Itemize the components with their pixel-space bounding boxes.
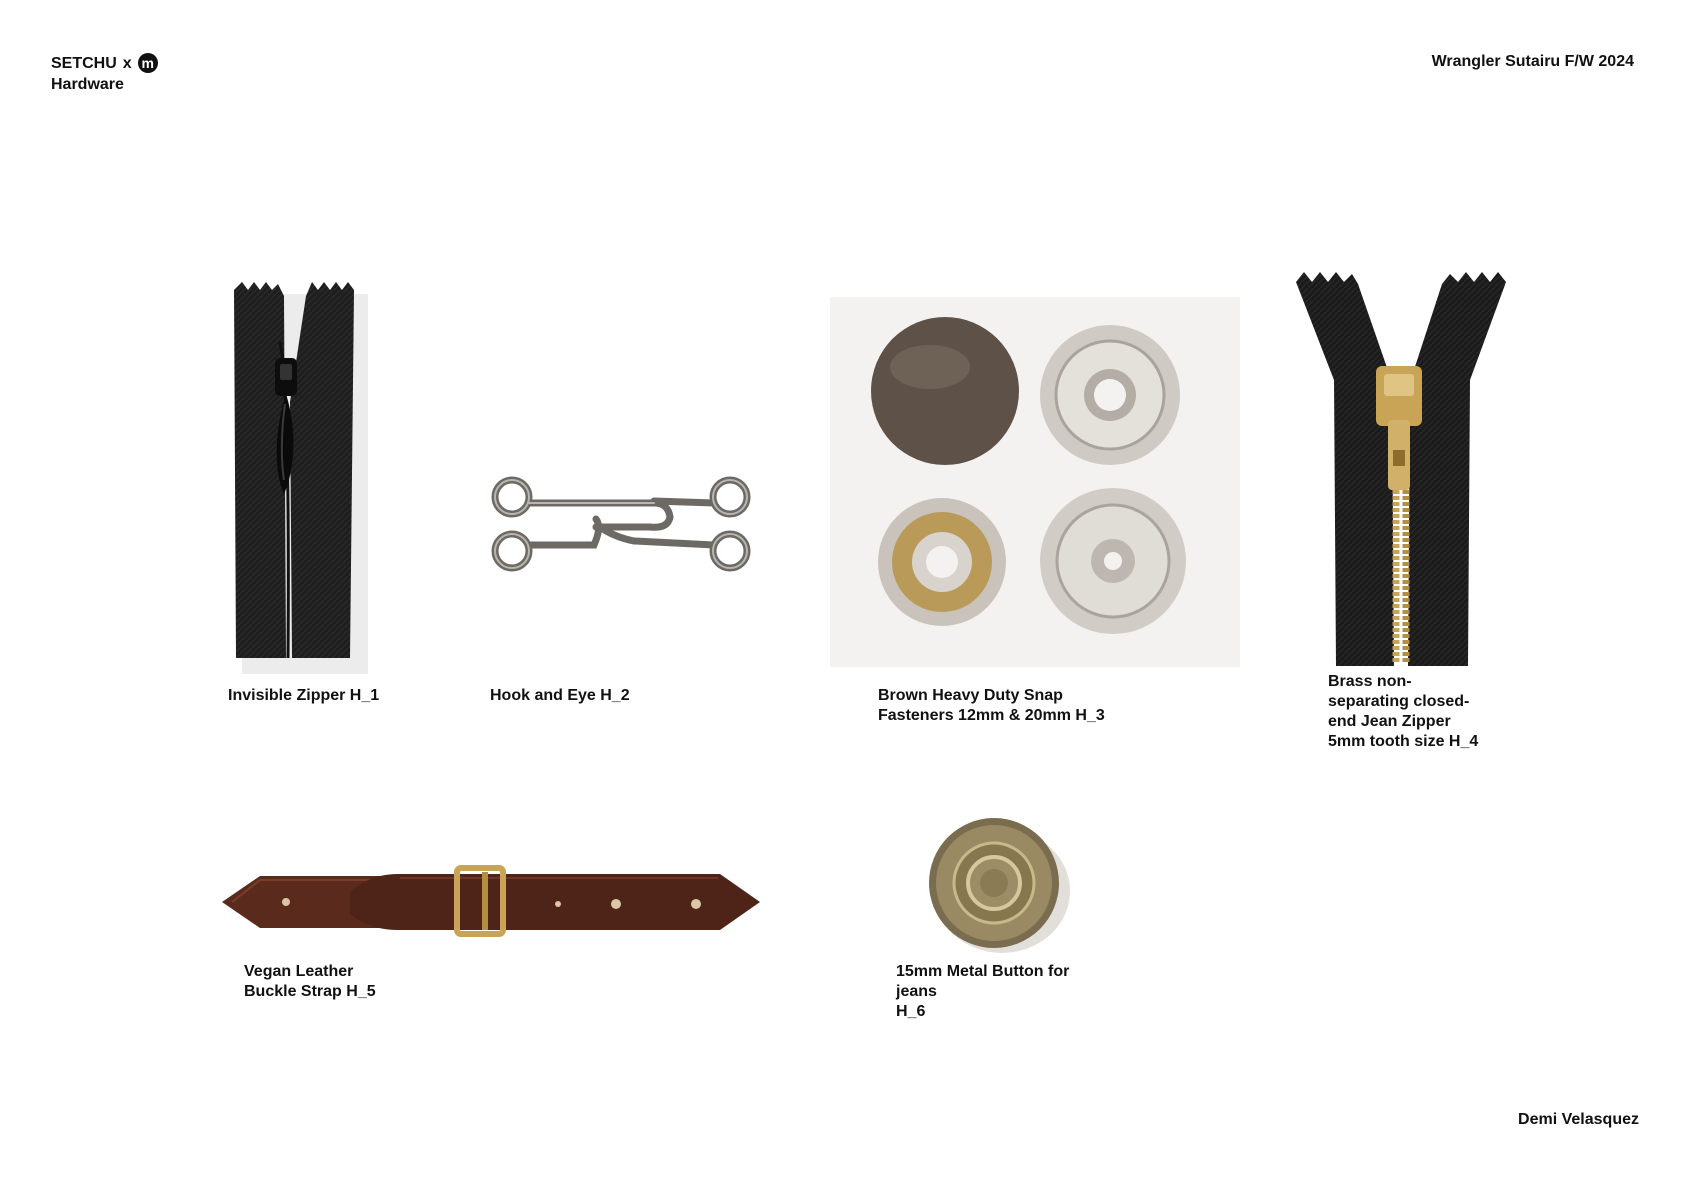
item-label: Brown Heavy Duty Snap Fasteners 12mm & 20mm H_3 (878, 687, 1105, 724)
brand-name: SETCHU (51, 55, 117, 72)
collab-x-mark: x (122, 55, 132, 72)
metal-button-image (922, 813, 1072, 953)
section-title: Hardware (51, 76, 124, 93)
partner-logo-icon (138, 53, 158, 73)
invisible-zipper-image (228, 282, 368, 674)
brand-logo (51, 54, 158, 74)
item-label: Brass non- separating closed- end Jean Zipper 5mm tooth size H_4 (1328, 673, 1479, 750)
partner-logo-letter: m (141, 55, 154, 71)
collection-title: Wrangler Sutairu F/W 2024 (1431, 53, 1634, 70)
leather-buckle-strap-image (220, 862, 760, 944)
author-name: Demi Velasquez (1518, 1111, 1639, 1128)
snap-fasteners-image (830, 297, 1240, 667)
hook-and-eye-image (484, 465, 764, 585)
item-label: Invisible Zipper H_1 (228, 687, 380, 704)
item-label: Hook and Eye H_2 (490, 687, 630, 704)
brass-jean-zipper-image (1296, 270, 1506, 666)
item-label: 15mm Metal Button for jeans H_6 (896, 963, 1070, 1020)
item-label: Vegan Leather Buckle Strap H_5 (244, 963, 376, 1000)
